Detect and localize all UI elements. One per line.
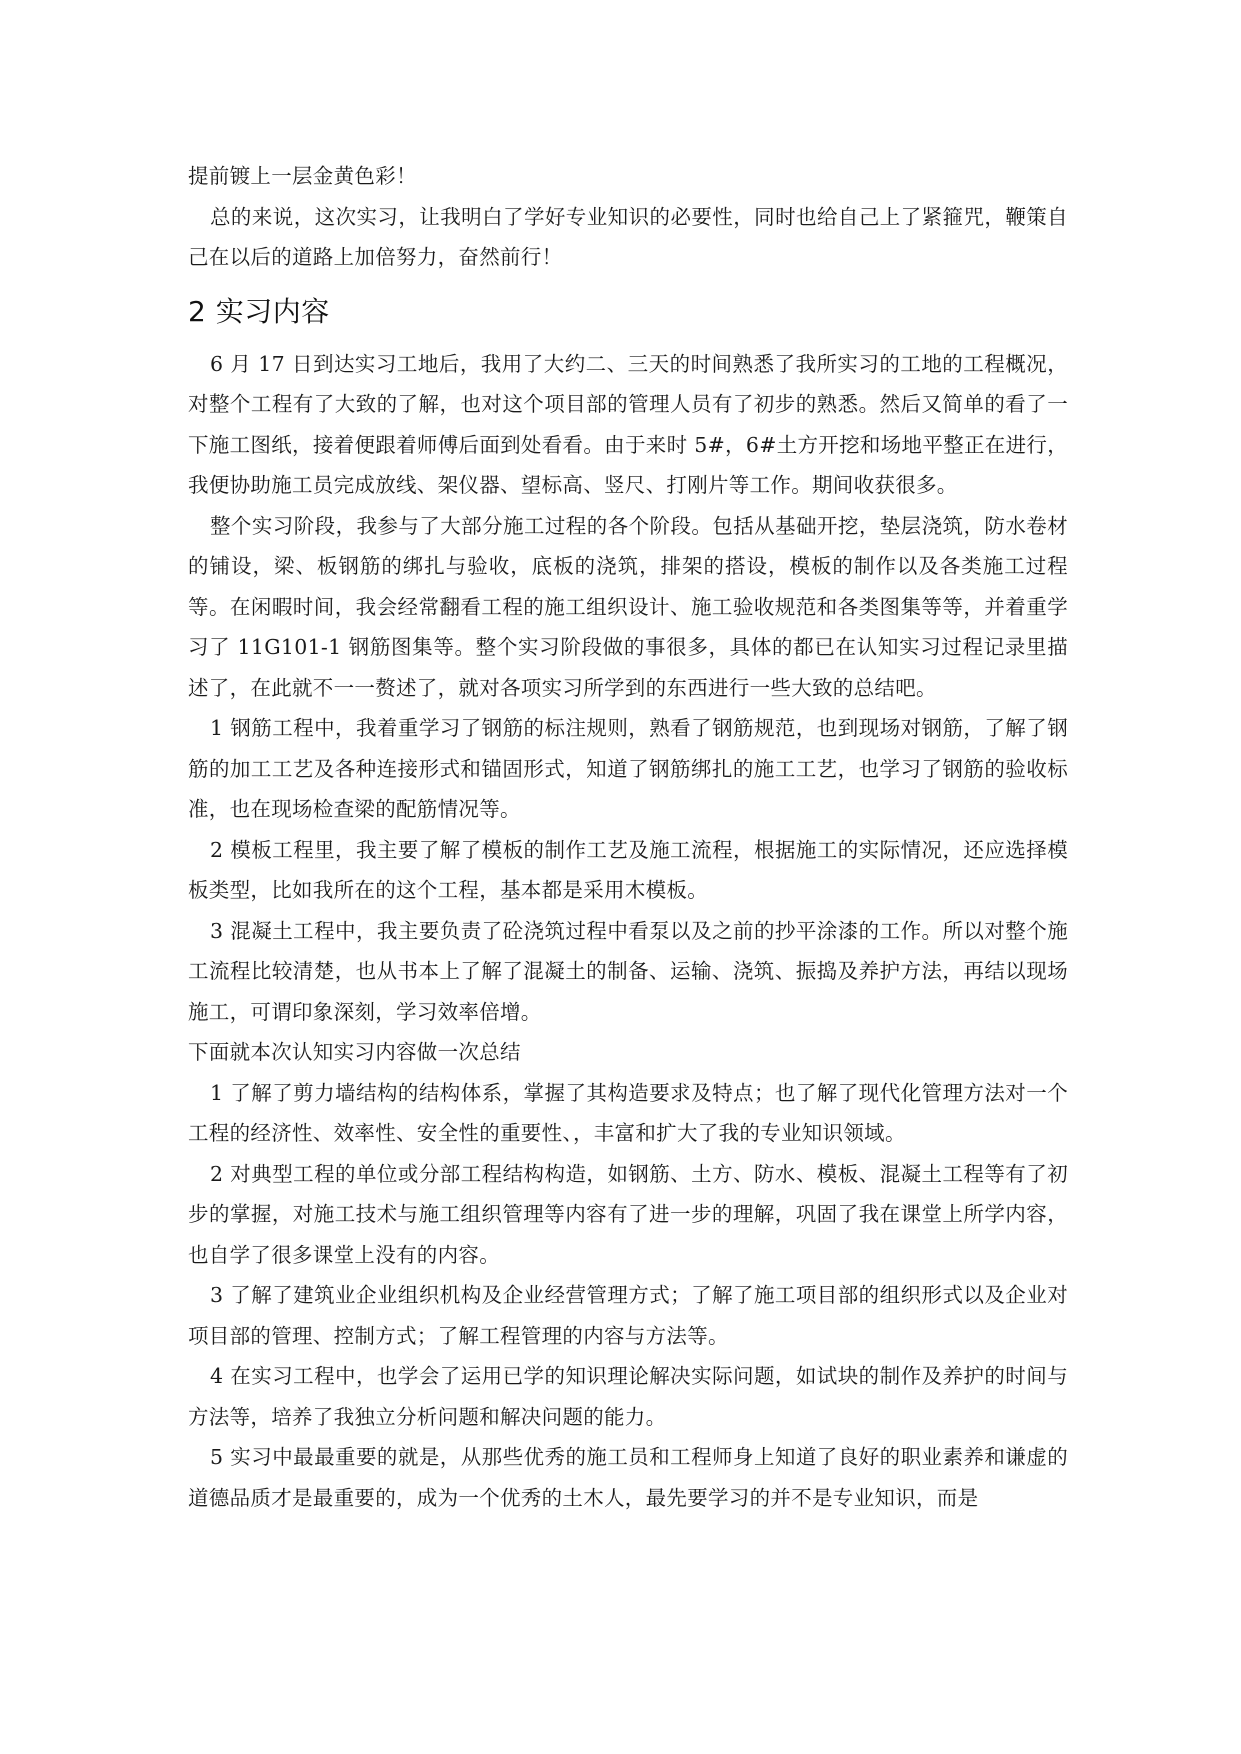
paragraph-stages: 整个实习阶段，我参与了大部分施工过程的各个阶段。包括从基础开挖，垫层浇筑，防水卷材的铺设，梁、板钢筋的绑扎与验收，底板的浇筑，排架的搭设，模板的制作以及各类施工过程等。在闲暇时间，我会经常翻看工程的施工组织设计、施工验收规范和各类图集等等，并着重学习了 11G101-1 钢筋图集等。整个实习阶段做的事很多，具体的都已在认知实习过程记录里描述了，在此就不一一赘述了，就对各项实习所学到的东西进行一些大致的总结吧。 bbox=[188, 513, 1068, 700]
section-heading: 2 实习内容 bbox=[188, 294, 330, 328]
document-body bbox=[188, 156, 1068, 1518]
paragraph-formwork: 2 模板工程里，我主要了解了模板的制作工艺及施工流程，根据施工的实际情况，还应选择模板类型，比如我所在的这个工程，基本都是采用木模板。 bbox=[188, 837, 1068, 902]
paragraph-continuation: 提前镀上一层金黄色彩！ bbox=[188, 164, 417, 188]
summary-item-4: 4 在实习工程中，也学会了运用已学的知识理论解决实际问题，如试块的制作及养护的时间与方法等，培养了我独立分析问题和解决问题的能力。 bbox=[188, 1364, 1068, 1429]
summary-item-2: 2 对典型工程的单位或分部工程结构构造，如钢筋、土方、防水、模板、混凝土工程等有了初步的掌握，对施工技术与施工组织管理等内容有了进一步的理解，巩固了我在课堂上所学内容，也自学了很多课堂上没有的内容。 bbox=[188, 1161, 1068, 1267]
paragraph-rebar: 1 钢筋工程中，我着重学习了钢筋的标注规则，熟看了钢筋规范，也到现场对钢筋，了解了钢筋的加工工艺及各种连接形式和锚固形式，知道了钢筋绑扎的施工工艺，也学习了钢筋的验收标准，也在现场检查梁的配筋情况等。 bbox=[188, 716, 1068, 821]
summary-item-5: 5 实习中最最重要的就是，从那些优秀的施工员和工程师身上知道了良好的职业素养和谦虚的道德品质才是最重要的，成为一个优秀的土木人，最先要学习的并不是专业知识，而是 bbox=[188, 1445, 1068, 1510]
paragraph-arrival: 6 月 17 日到达实习工地后，我用了大约二、三天的时间熟悉了我所实习的工地的工程概况，对整个工程有了大致的了解，也对这个项目部的管理人员有了初步的熟悉。然后又简单的看了一下施工图纸，接着便跟着师傅后面到处看看。由于来时 5#，6#土方开挖和场地平整正在进行，我便协助施工员完成放线、架仪器、望标高、竖尺、打刚片等工作。期间收获很多。 bbox=[188, 351, 1068, 497]
summary-item-1: 1 了解了剪力墙结构的结构体系，掌握了其构造要求及特点；也了解了现代化管理方法对一个工程的经济性、效率性、安全性的重要性、，丰富和扩大了我的专业知识领域。 bbox=[188, 1080, 1068, 1145]
paragraph-concrete: 3 混凝土工程中，我主要负责了砼浇筑过程中看泵以及之前的抄平涂漆的工作。所以对整个施工流程比较清楚，也从书本上了解了混凝土的制备、运输、浇筑、振捣及养护方法，再结以现场施工，可谓印象深刻，学习效率倍增。 bbox=[188, 918, 1068, 1024]
paragraph-summary-intro: 下面就本次认知实习内容做一次总结 bbox=[188, 1040, 521, 1064]
summary-item-3: 3 了解了建筑业企业组织机构及企业经营管理方式；了解了施工项目部的组织形式以及企业对项目部的管理、控制方式；了解工程管理的内容与方法等。 bbox=[188, 1283, 1068, 1348]
paragraph-summary: 总的来说，这次实习，让我明白了学好专业知识的必要性，同时也给自己上了紧箍咒，鞭策自己在以后的道路上加倍努力，奋然前行！ bbox=[188, 204, 1068, 269]
